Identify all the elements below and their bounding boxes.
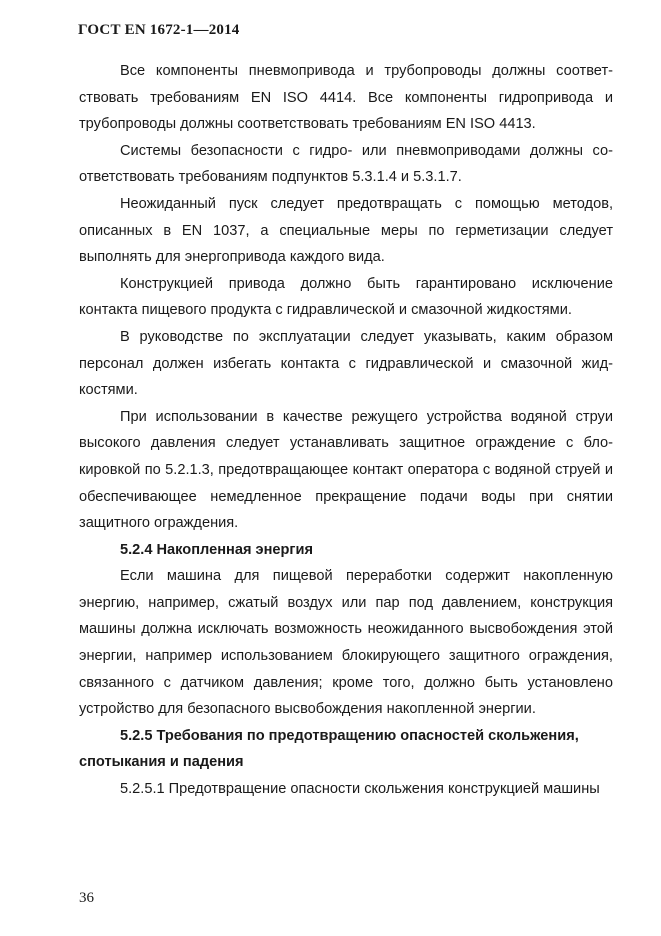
document-body (79, 58, 613, 803)
paragraph-contact-exclusion: Конструкцией привода должно быть гарантировано исключение контакта пищевого продукта с гидравлической и смазочной жидкостями. (79, 275, 613, 319)
document-code-header: ГОСТ EN 1672-1—2014 (78, 22, 240, 38)
page-number: 36 (79, 890, 94, 906)
section-heading-5-2-5: 5.2.5 Требования по предотвращению опасностей скольжения, спотыкания и падения (79, 727, 579, 771)
section-heading-5-2-4: 5.2.4 Накопленная энергия (120, 541, 313, 558)
paragraph-water-jet: При использовании в качестве режущего устройства водяной струи высокого давления следует устанавливать защитное ограждение с блокировкой по 5.2.1.3, предотвращающее контакт оператора с водяной струей и обеспечивающее немедленное прекращение подачи воды при снятии защитного ограждения. (79, 408, 613, 532)
paragraph-safety-systems: Системы безопасности с гидро- или пневмоприводами должны соответствовать требованиям подпунктов 5.3.1.4 и 5.3.1.7. (79, 142, 613, 186)
subitem-5-2-5-1: 5.2.5.1 Предотвращение опасности скольжения конструкцией машины (120, 781, 600, 798)
paragraph-pneumatic-hydraulic: Все компоненты пневмопривода и трубопроводы должны соответствовать требованиям EN ISO 4414. Все компоненты гидропривода и трубопроводы должны соответствовать требованиям EN ISO 4413. (79, 63, 613, 133)
paragraph-operating-manual: В руководстве по эксплуатации следует указывать, каким образом персонал должен избегать контакта с гидравлической и смазочной жидкостями. (79, 328, 613, 399)
paragraph-stored-energy: Если машина для пищевой переработки содержит накопленную энергию, например, сжатый воздух или пар под давлением, конструкция машины должна исключать возможность неожиданного высвобождения этой энергии, например использованием блокирующего защитного ограждения, связанного с датчиком давления; кроме того, должно быть установлено устройство для безопасного высвобождения накопленной энергии. (79, 568, 613, 718)
paragraph-unexpected-start: Неожиданный пуск следует предотвращать с помощью методов, описанных в EN 1037, а специальные меры по герметизации следует выполнять для энергопривода каждого вида. (79, 195, 613, 266)
